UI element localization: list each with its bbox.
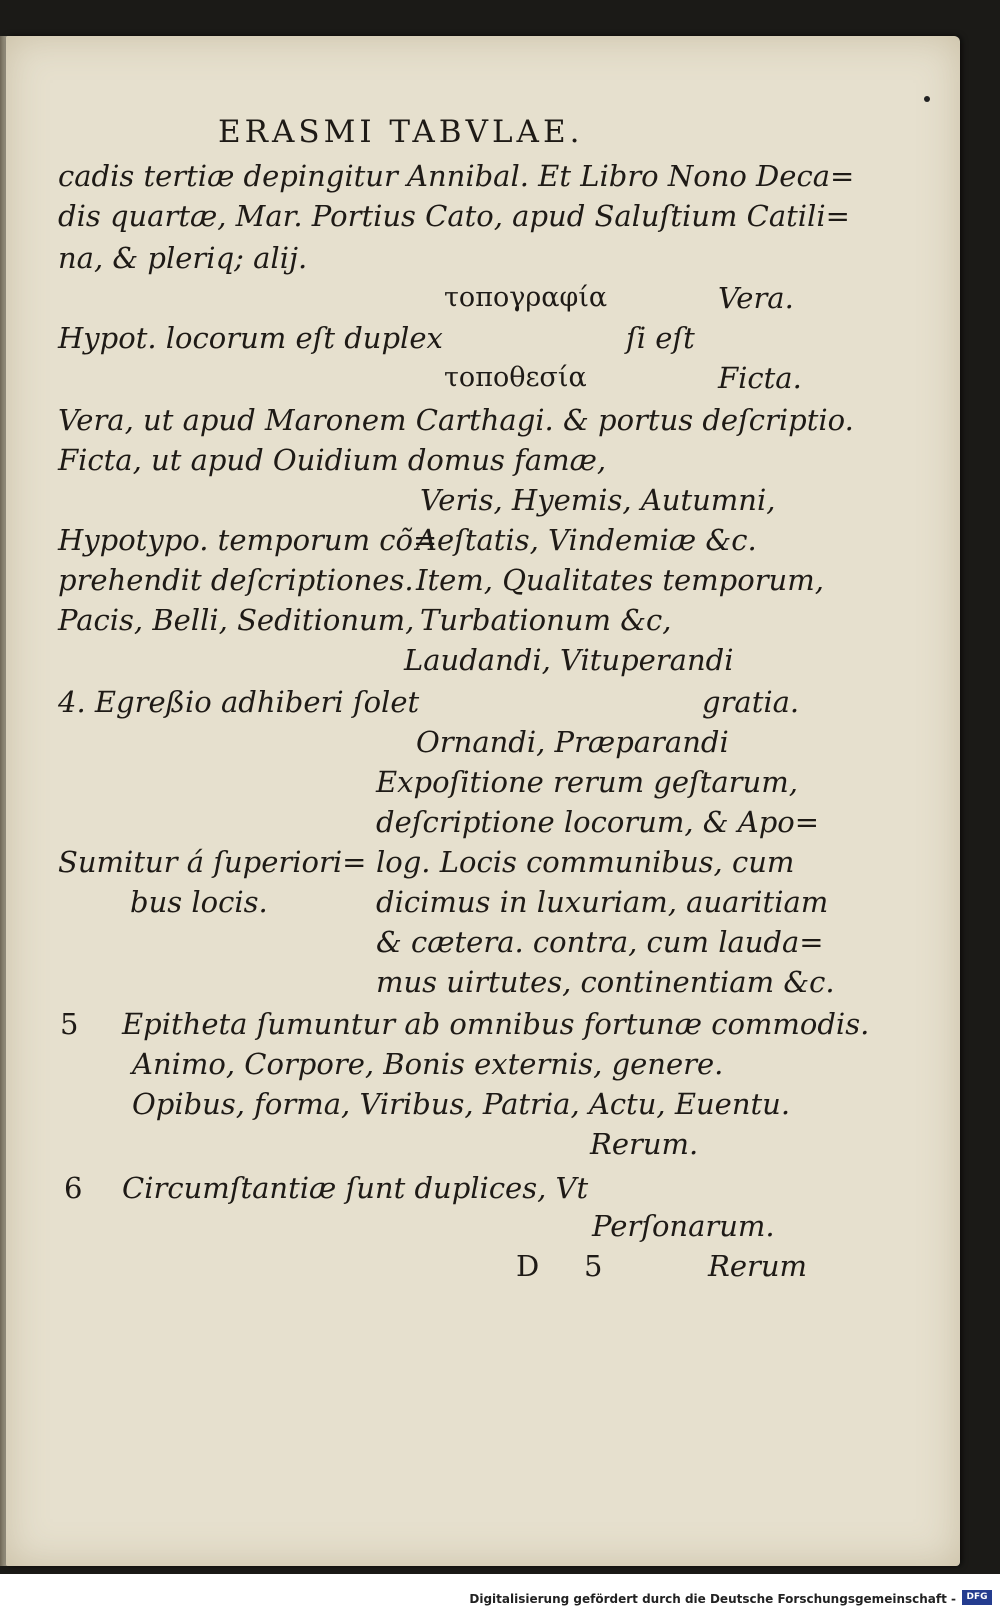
greek-topothesia: τοποθεσία [444,362,587,393]
log-line: log. Locis communibus, cum [376,845,795,879]
si-est: ſi eſt [626,321,695,355]
gratia-label: gratia. [702,685,800,719]
epitheta-line: Epitheta ſumuntur ab omnibus fortunæ commodis. [122,1007,870,1041]
prehendit-line: prehendit deſcriptiones. [58,563,414,597]
greek-topographia: τοπογραφία [444,282,608,313]
aestatis-line: Aeſtatis, Vindemiæ &c. [416,523,757,557]
text-line-2: dis quartæ, Mar. Portius Cato, apud Saluſtium Catili= [58,199,850,233]
vera-line: Vera, ut apud Maronem Carthagi. & portus deſcriptio. [58,403,854,437]
ficta-line: Ficta, ut apud Ouidium domus famæ, [58,443,607,477]
signature-5: 5 [584,1249,603,1283]
label-ficta: Ficta. [718,361,802,395]
ink-speck [924,96,930,102]
funding-note: Digitalisierung gefördert durch die Deutsche Forschungsgemeinschaft - [469,1592,956,1606]
turbationum-line: Turbationum &c, [420,603,672,637]
text-line-1: cadis tertiæ depingitur Annibal. Et Libro Nono Deca= [58,159,855,193]
circumstantiae-line: Circumſtantiæ ſunt duplices, Vt [122,1171,589,1205]
opibus-line: Opibus, forma, Viribus, Patria, Actu, Euentu. [132,1087,791,1121]
dicimus-line: dicimus in luxuriam, auaritiam [376,885,829,919]
descriptione-line: deſcriptione locorum, & Apo= [376,805,820,839]
animo-line: Animo, Corpore, Bonis externis, genere. [132,1047,724,1081]
expositione-line: Expoſitione rerum geſtarum, [376,765,798,799]
digitization-footer [0,1574,1000,1612]
pacis-line: Pacis, Belli, Seditionum, [58,603,415,637]
ornandi-line: Ornandi, Præparandi [416,725,729,759]
item-number-5: 5 [60,1007,79,1041]
caetera-line: & cætera. contra, cum lauda= [376,925,824,959]
hypotypo-line: Hypotypo. temporum cõ= [58,523,438,557]
veris-line: Veris, Hyemis, Autumni, [420,483,776,517]
personarum-label: Perſonarum. [592,1209,775,1243]
catchword: Rerum [708,1249,808,1283]
dfg-logo-icon: DFG [962,1590,992,1605]
rerum-label: Rerum. [590,1127,699,1161]
label-vera: Vera. [718,281,794,315]
running-head: ERASMI TABVLAE. [218,114,584,150]
sumitur-line: Sumitur á ſuperiori= [58,845,367,879]
hypot-locorum: Hypot. locorum eſt duplex [58,321,443,355]
text-line-3: na, & pleriq; alij. [58,241,308,275]
item-number-6: 6 [64,1171,83,1205]
bus-locis-line: bus locis. [130,885,268,919]
item-line: Item, Qualitates temporum, [416,563,824,597]
egressio-line: 4. Egreßio adhiberi ſolet [58,685,420,719]
signature-d: D [516,1249,540,1283]
mus-line: mus uirtutes, continentiam &c. [376,965,835,999]
laudandi-line: Laudandi, Vituperandi [404,643,734,677]
